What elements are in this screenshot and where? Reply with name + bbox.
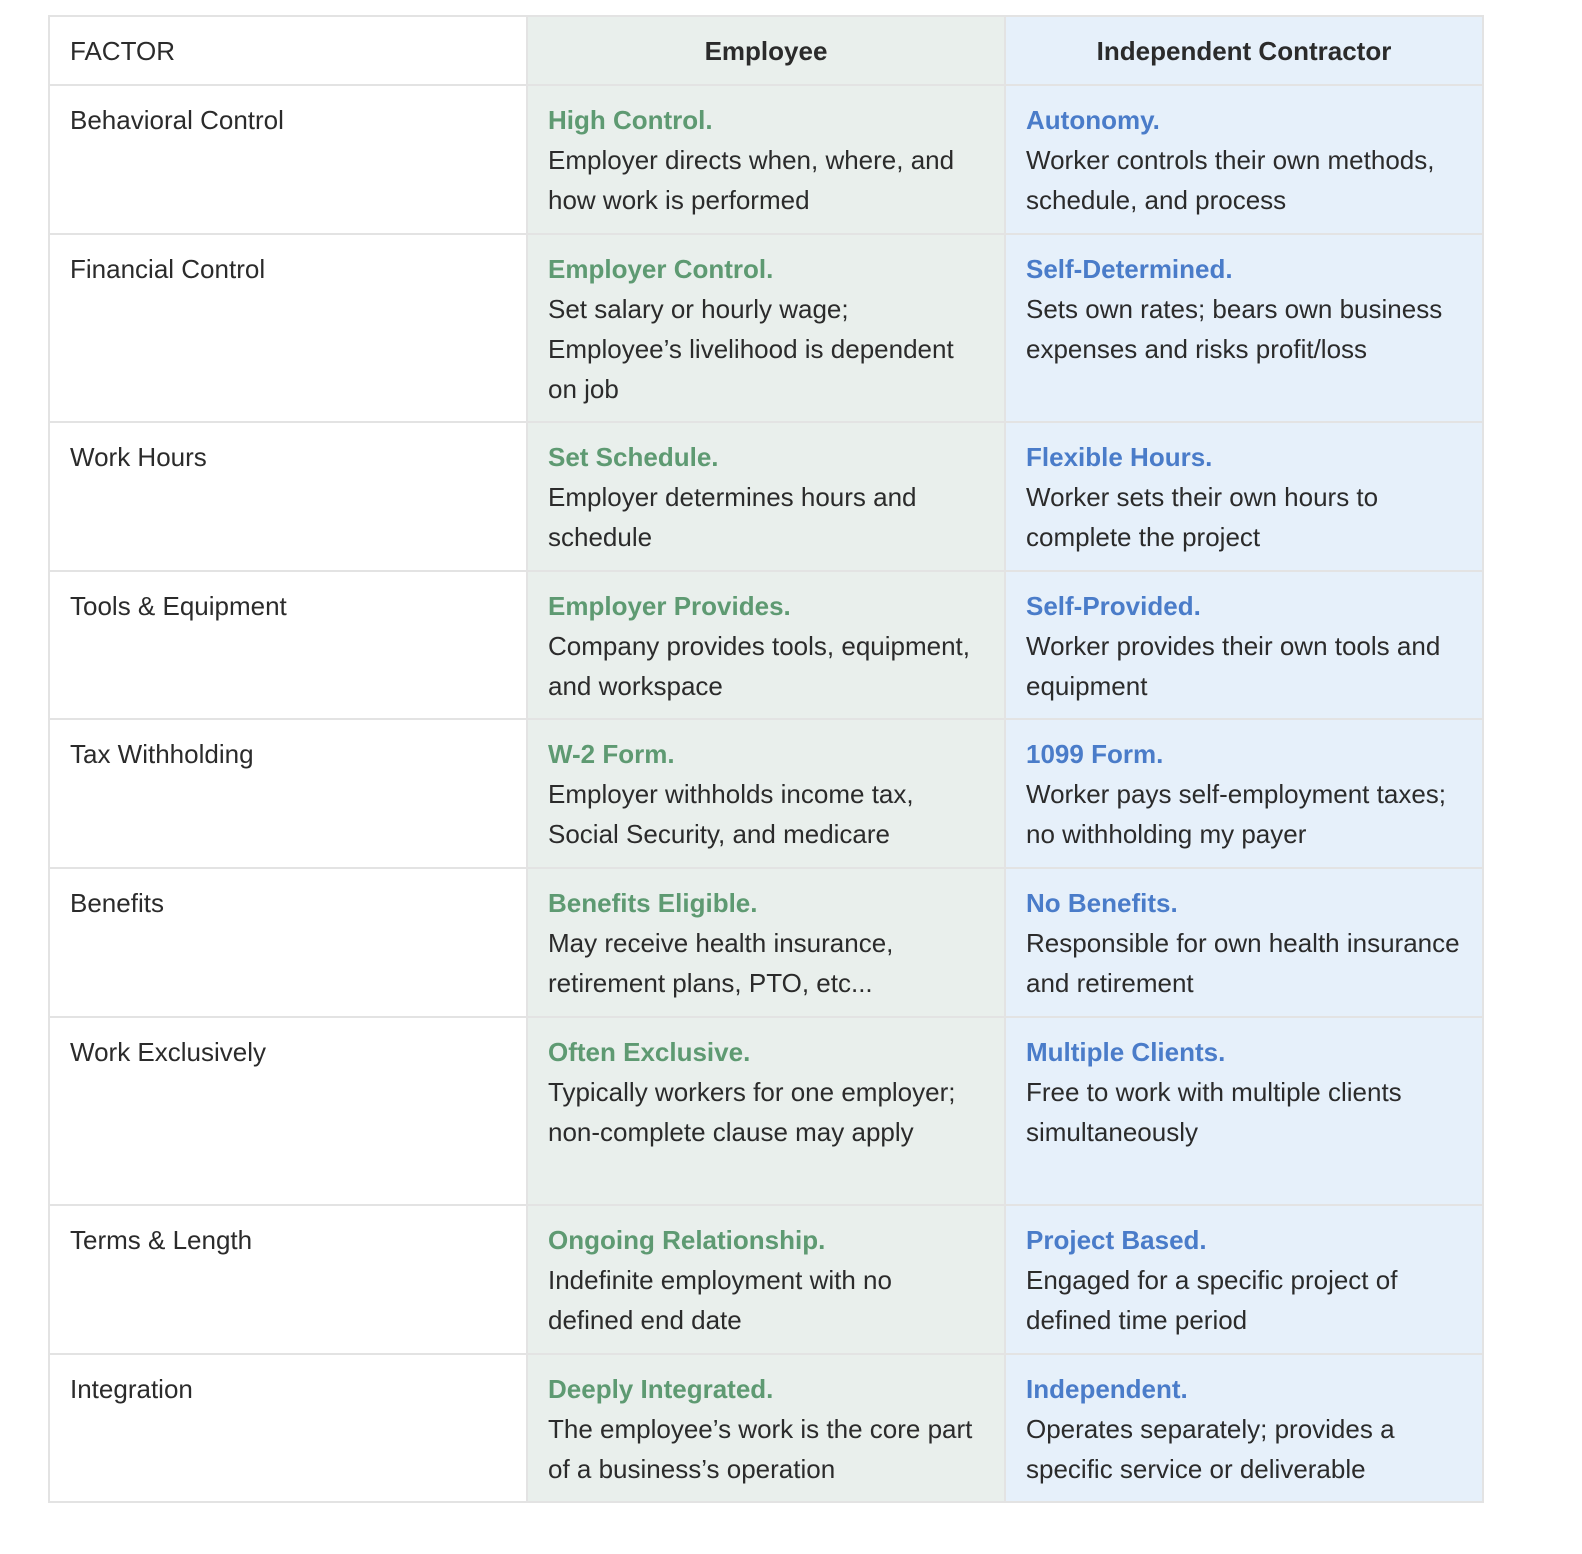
contractor-cell	[1005, 1205, 1483, 1354]
factor-label: Integration	[70, 1374, 193, 1404]
table-row	[49, 868, 1483, 1017]
table-row	[49, 234, 1483, 422]
contractor-cell	[1005, 1017, 1483, 1205]
contractor-title: Self-Determined.	[1026, 254, 1233, 284]
employee-cell	[527, 422, 1005, 571]
contractor-text: Worker controls their own methods, schedule, and process	[1026, 145, 1435, 215]
contractor-text: Engaged for a specific project of defined time period	[1026, 1265, 1398, 1335]
employee-text: Set salary or hourly wage; Employee’s livelihood is dependent on job	[548, 294, 954, 404]
employee-title: W-2 Form.	[548, 739, 675, 769]
contractor-text: Operates separately; provides a specific service or deliverable	[1026, 1414, 1395, 1484]
contractor-cell	[1005, 868, 1483, 1017]
employee-cell	[527, 571, 1005, 719]
contractor-cell	[1005, 85, 1483, 234]
factor-cell	[49, 422, 527, 571]
contractor-text: Worker sets their own hours to complete the project	[1026, 482, 1379, 552]
employee-cell	[527, 234, 1005, 422]
employee-cell	[527, 1017, 1005, 1205]
employee-text: Typically workers for one employer; non-complete clause may apply	[548, 1077, 956, 1147]
employee-cell	[527, 85, 1005, 234]
header-employee: Employee	[527, 16, 1005, 85]
contractor-title: Autonomy.	[1026, 105, 1160, 135]
employee-text: May receive health insurance, retirement plans, PTO, etc...	[548, 928, 894, 998]
employee-text: Indefinite employment with no defined end date	[548, 1265, 892, 1335]
factor-cell	[49, 234, 527, 422]
factor-label: Work Hours	[70, 442, 207, 472]
employee-text: The employee’s work is the core part of a business’s operation	[548, 1414, 973, 1484]
contractor-title: Multiple Clients.	[1026, 1037, 1226, 1067]
contractor-text: Responsible for own health insurance and retirement	[1026, 928, 1460, 998]
contractor-title: Project Based.	[1026, 1225, 1207, 1255]
factor-cell	[49, 1017, 527, 1205]
employee-title: Often Exclusive.	[548, 1037, 751, 1067]
table-row	[49, 1354, 1483, 1502]
factor-label: Work Exclusively	[70, 1037, 267, 1067]
employee-cell	[527, 868, 1005, 1017]
header-contractor: Independent Contractor	[1005, 16, 1483, 85]
factor-cell	[49, 85, 527, 234]
table-row	[49, 1017, 1483, 1205]
table-row	[49, 422, 1483, 571]
employee-text: Company provides tools, equipment, and workspace	[548, 631, 971, 701]
contractor-cell	[1005, 1354, 1483, 1502]
table-row	[49, 571, 1483, 719]
employee-cell	[527, 1205, 1005, 1354]
employee-title: Ongoing Relationship.	[548, 1225, 826, 1255]
contractor-cell	[1005, 234, 1483, 422]
employee-cell	[527, 1354, 1005, 1502]
contractor-title: Independent.	[1026, 1374, 1188, 1404]
employee-cell	[527, 719, 1005, 868]
comparison-table	[48, 15, 1484, 1503]
factor-label: Behavioral Control	[70, 105, 284, 135]
employee-title: Set Schedule.	[548, 442, 719, 472]
contractor-title: 1099 Form.	[1026, 739, 1164, 769]
employee-title: High Control.	[548, 105, 713, 135]
table-row	[49, 85, 1483, 234]
factor-cell	[49, 719, 527, 868]
employee-title: Benefits Eligible.	[548, 888, 758, 918]
contractor-cell	[1005, 719, 1483, 868]
factor-label: Financial Control	[70, 254, 266, 284]
employee-title: Deeply Integrated.	[548, 1374, 774, 1404]
factor-label: Tax Withholding	[70, 739, 254, 769]
table-row	[49, 1205, 1483, 1354]
factor-cell	[49, 1205, 527, 1354]
employee-title: Employer Control.	[548, 254, 774, 284]
contractor-cell	[1005, 422, 1483, 571]
contractor-text: Worker provides their own tools and equipment	[1026, 631, 1441, 701]
factor-label: Tools & Equipment	[70, 591, 287, 621]
employee-text: Employer withholds income tax, Social Security, and medicare	[548, 779, 914, 849]
contractor-text: Free to work with multiple clients simultaneously	[1026, 1077, 1402, 1147]
factor-cell	[49, 868, 527, 1017]
contractor-title: No Benefits.	[1026, 888, 1178, 918]
contractor-text: Sets own rates; bears own business expenses and risks profit/loss	[1026, 294, 1443, 364]
factor-label: Terms & Length	[70, 1225, 253, 1255]
factor-cell	[49, 571, 527, 719]
contractor-title: Flexible Hours.	[1026, 442, 1213, 472]
contractor-cell	[1005, 571, 1483, 719]
header-row	[49, 16, 1483, 85]
header-factor: FACTOR	[49, 16, 527, 85]
employee-text: Employer directs when, where, and how work is performed	[548, 145, 955, 215]
table-row	[49, 719, 1483, 868]
employee-title: Employer Provides.	[548, 591, 791, 621]
factor-label: Benefits	[70, 888, 164, 918]
employee-text: Employer determines hours and schedule	[548, 482, 917, 552]
contractor-text: Worker pays self-employment taxes; no withholding my payer	[1026, 779, 1446, 849]
factor-cell	[49, 1354, 527, 1502]
contractor-title: Self-Provided.	[1026, 591, 1201, 621]
